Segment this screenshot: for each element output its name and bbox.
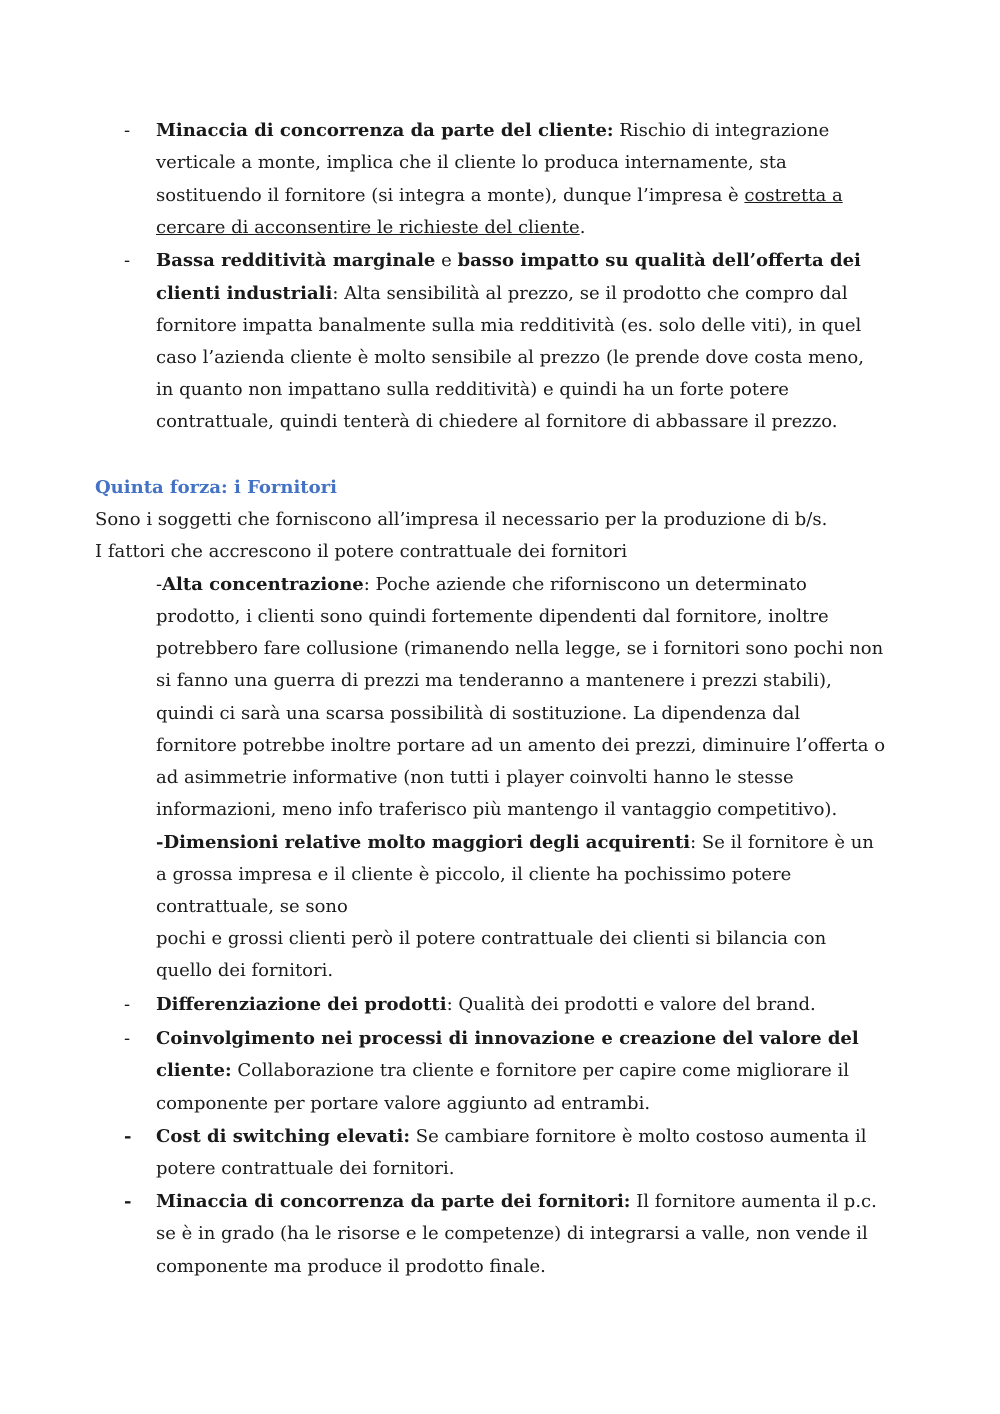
text-span: : Poche aziende che riforniscono un determinato: [363, 574, 807, 595]
coinvolgimento-line-2: [156, 1059, 849, 1083]
coinvolgimento-line-3: componente per portare valore aggiunto ad entrambi.: [156, 1093, 651, 1114]
switching-line-1: [156, 1125, 867, 1149]
alta-concentrazione-line-3: potrebbero fare collusione (rimanendo nella legge, se i fornitori sono pochi non: [156, 638, 884, 659]
bold-text: Coinvolgimento nei processi di innovazione e creazione del valore del: [156, 1028, 859, 1049]
dimensioni-line-5: quello dei fornitori.: [156, 960, 334, 981]
minaccia-fornitori-line-1: [156, 1190, 877, 1214]
minaccia-cliente-title: Minaccia di concorrenza da parte del cliente:: [156, 120, 614, 141]
dimensioni-line-1: [156, 831, 874, 855]
bold-text: Minaccia di concorrenza da parte dei fornitori:: [156, 1191, 631, 1212]
bullet-dash: -: [124, 994, 131, 1015]
text-span: Il fornitore aumenta il p.c.: [630, 1191, 877, 1212]
coinvolgimento-line-1: [156, 1027, 859, 1051]
bullet-dash: -: [124, 1191, 132, 1212]
text-span: Collaborazione tra cliente e fornitore per capire come migliorare il: [231, 1060, 849, 1081]
dimensioni-line-4: pochi e grossi clienti però il potere contrattuale dei clienti si bilancia con: [156, 928, 827, 949]
bold-text: clienti industriali: [156, 283, 333, 304]
bassa-redditivita-line-2: [156, 282, 848, 306]
bullet-dash: -: [124, 1126, 132, 1147]
text-span: : Qualità dei prodotti e valore del brand.: [446, 994, 816, 1015]
text-span: .: [579, 217, 586, 238]
bassa-redditivita-line-1: [156, 249, 861, 273]
switching-line-2: potere contrattuale dei fornitori.: [156, 1158, 455, 1179]
differenziazione-line-1: [156, 993, 816, 1017]
text-span: -: [156, 574, 163, 595]
bassa-redditivita-line-6: contrattuale, quindi tenterà di chiedere al fornitore di abbassare il prezzo.: [156, 411, 838, 432]
dimensioni-line-3: contrattuale, se sono: [156, 896, 348, 917]
bold-text: cliente:: [156, 1060, 232, 1081]
bold-text: basso impatto su qualità dell’offerta dei: [457, 250, 861, 271]
minaccia-cliente-line-3: [156, 184, 843, 208]
section-title: Quinta forza: i Fornitori: [95, 477, 337, 498]
bold-text: Alta concentrazione: [162, 574, 364, 595]
alta-concentrazione-line-7: ad asimmetrie informative (non tutti i player coinvolti hanno le stesse: [156, 767, 794, 788]
bassa-redditivita-line-3: fornitore impatta banalmente sulla mia redditività (es. solo delle viti), in quel: [156, 315, 862, 336]
bold-text: Bassa redditività marginale: [156, 250, 436, 271]
minaccia-cliente-line-1: [156, 119, 829, 143]
bullet-dash: -: [124, 250, 131, 271]
bold-text: Cost di switching elevati:: [156, 1126, 411, 1147]
bold-text: Differenziazione dei prodotti: [156, 994, 447, 1015]
alta-concentrazione-line-2: prodotto, i clienti sono quindi fortemente dipendenti dal fornitore, inoltre: [156, 606, 829, 627]
text-span: sostituendo il fornitore (si integra a monte), dunque l’impresa è: [156, 185, 745, 206]
text-span: Rischio di integrazione: [613, 120, 830, 141]
bullet-dash: -: [124, 120, 131, 141]
text-span: : Alta sensibilità al prezzo, se il prodotto che compro dal: [332, 283, 848, 304]
underlined-text: costretta a: [744, 185, 843, 206]
alta-concentrazione-line-1: [156, 573, 807, 597]
minaccia-cliente-line-4: [156, 216, 585, 240]
bold-text: -Dimensioni relative molto maggiori degli acquirenti: [156, 832, 691, 853]
minaccia-fornitori-line-2: se è in grado (ha le risorse e le competenze) di integrarsi a valle, non vende il: [156, 1223, 868, 1244]
text-span: e: [435, 250, 458, 271]
alta-concentrazione-line-5: quindi ci sarà una scarsa possibilità di sostituzione. La dipendenza dal: [156, 703, 801, 724]
minaccia-cliente-line-2: verticale a monte, implica che il cliente lo produca internamente, sta: [156, 152, 787, 173]
bassa-redditivita-line-4: caso l’azienda cliente è molto sensibile al prezzo (le prende dove costa meno,: [156, 347, 864, 368]
alta-concentrazione-line-8: informazioni, meno info traferisco più mantengo il vantaggio competitivo).: [156, 799, 838, 820]
bassa-redditivita-line-5: in quanto non impattano sulla redditività) e quindi ha un forte potere: [156, 379, 789, 400]
intro-line-1: Sono i soggetti che forniscono all’impresa il necessario per la produzione di b/s.: [95, 509, 828, 530]
alta-concentrazione-line-6: fornitore potrebbe inoltre portare ad un amento dei prezzi, diminuire l’offerta o: [156, 735, 886, 756]
intro-line-2: I fattori che accrescono il potere contrattuale dei fornitori: [95, 541, 628, 562]
dimensioni-line-2: a grossa impresa e il cliente è piccolo, il cliente ha pochissimo potere: [156, 864, 792, 885]
text-span: Se cambiare fornitore è molto costoso aumenta il: [410, 1126, 867, 1147]
underlined-text: cercare di acconsentire le richieste del cliente: [156, 217, 580, 238]
minaccia-fornitori-line-3: componente ma produce il prodotto finale.: [156, 1256, 546, 1277]
bullet-dash: -: [124, 1028, 131, 1049]
alta-concentrazione-line-4: si fanno una guerra di prezzi ma tenderanno a mantenere i prezzi stabili),: [156, 670, 832, 691]
text-span: : Se il fornitore è un: [690, 832, 874, 853]
